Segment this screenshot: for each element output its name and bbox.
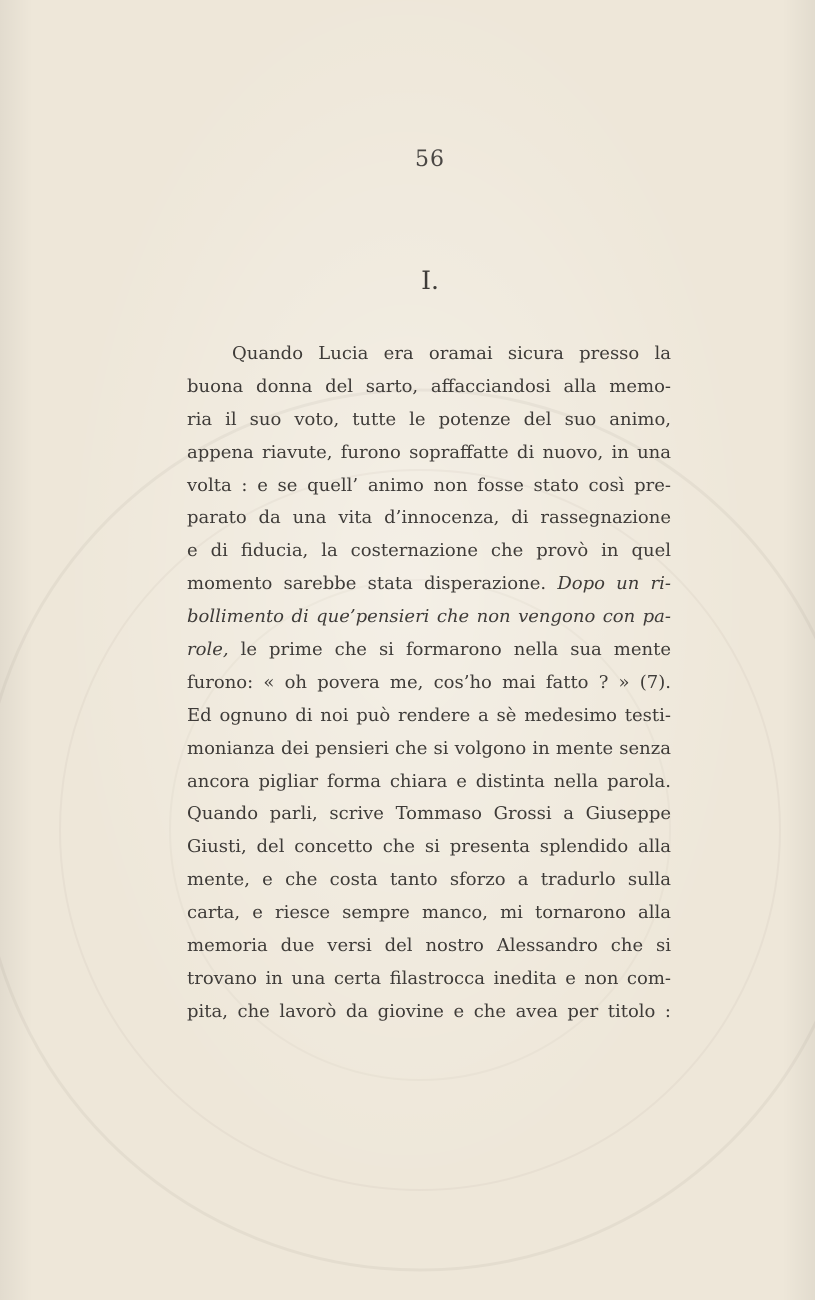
- italic-text-segment: Dopo un ri-: [557, 573, 671, 595]
- italic-text-segment: bollimento di que’pensieri che non vengono con pa-: [187, 606, 671, 628]
- text-segment: ria il suo voto, tutte le potenze del suo animo,: [187, 408, 671, 430]
- text-line: [187, 437, 671, 470]
- text-line: [187, 996, 671, 1029]
- page-number: 56: [415, 147, 445, 172]
- text-segment: momento sarebbe stata disperazione.: [187, 573, 558, 595]
- text-line: [187, 700, 671, 733]
- text-line: [187, 667, 671, 700]
- text-segment: ancora pigliar forma chiara e distinta nella parola.: [187, 770, 671, 792]
- body-paragraph: [187, 338, 671, 1029]
- text-line: [187, 371, 671, 404]
- text-segment: appena riavute, furono sopraffatte di nuovo, in una: [187, 441, 671, 463]
- text-segment: buona donna del sarto, affacciandosi alla memo-: [187, 375, 671, 397]
- chapter-heading: I.: [421, 266, 439, 295]
- text-segment: Giusti, del concetto che si presenta splendido alla: [187, 836, 671, 858]
- text-line: [187, 634, 671, 667]
- text-line: [187, 470, 671, 503]
- text-segment: Ed ognuno di noi può rendere a sè medesimo testi-: [187, 704, 671, 726]
- text-line: [187, 798, 671, 831]
- text-line: [187, 502, 671, 535]
- text-segment: Quando Lucia era oramai sicura presso la: [232, 343, 671, 364]
- text-segment: parato da una vita d’innocenza, di rassegnazione: [187, 507, 671, 529]
- text-segment: monianza dei pensieri che si volgono in mente senza: [187, 737, 671, 759]
- text-line: [187, 338, 671, 371]
- text-segment: pita, che lavorò da giovine e che avea per titolo :: [187, 1000, 671, 1022]
- text-line: [187, 601, 671, 634]
- italic-text-segment: role,: [187, 639, 229, 661]
- text-line: [187, 535, 671, 568]
- text-segment: Quando parli, scrive Tommaso Grossi a Giuseppe: [187, 803, 671, 825]
- text-segment: carta, e riesce sempre manco, mi tornarono alla: [187, 902, 671, 924]
- text-line: [187, 831, 671, 864]
- text-segment: volta : e se quell’ animo non fosse stato così pre-: [187, 474, 671, 496]
- text-line: [187, 733, 671, 766]
- text-segment: furono: « oh povera me, cos’ho mai fatto ? » (7).: [187, 671, 671, 693]
- text-line: [187, 963, 671, 996]
- text-segment: le prime che si formarono nella sua mente: [228, 639, 671, 661]
- text-line: [187, 404, 671, 437]
- text-line: [187, 766, 671, 799]
- text-segment: trovano in una certa filastrocca inedita e non com-: [187, 967, 671, 989]
- text-segment: mente, e che costa tanto sforzo a tradurlo sulla: [187, 869, 671, 891]
- text-line: [187, 930, 671, 963]
- text-line: [187, 897, 671, 930]
- text-segment: memoria due versi del nostro Alessandro che si: [187, 935, 671, 957]
- text-line: [187, 864, 671, 897]
- text-line: [187, 568, 671, 601]
- text-segment: e di fiducia, la costernazione che provò in quel: [187, 540, 671, 562]
